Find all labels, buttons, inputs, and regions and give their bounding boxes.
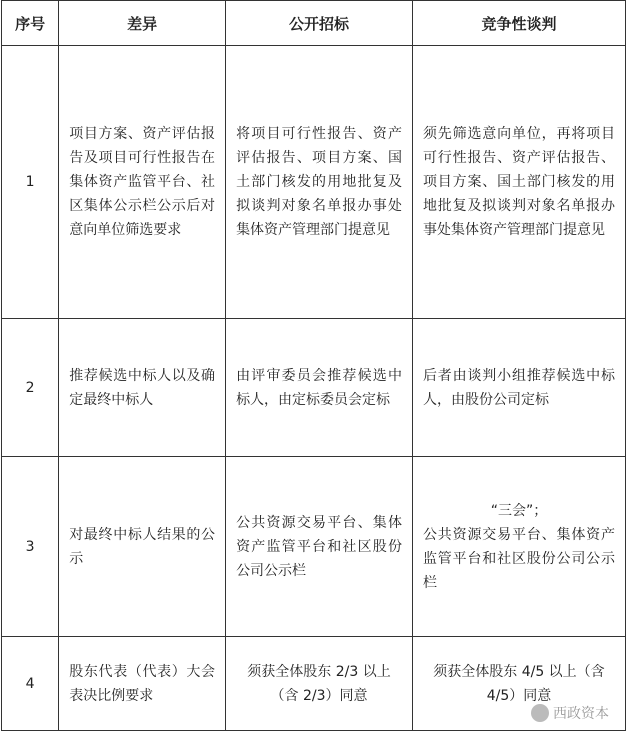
wechat-icon [531,704,549,722]
row-diff: 股东代表（代表）大会表决比例要求 [59,637,226,731]
row-num: 2 [2,319,59,457]
header-row [2,1,626,46]
table-row [2,319,626,457]
table-row [2,46,626,319]
row-num: 1 [2,46,59,319]
watermark-text: 西政资本 [553,706,609,722]
row-negotiation: 公共资源交易平台、集体资产监管平台和社区股份公司公示栏 [422,526,615,591]
comparison-table [1,0,626,731]
row-diff: 对最终中标人结果的公示 [59,457,226,637]
header-public: 公开招标 [226,1,413,46]
row-num: 3 [2,457,59,637]
header-diff: 差异 [59,1,226,46]
row-negotiation-heading: “三会”； [490,502,548,519]
row-public: 将项目可行性报告、资产评估报告、项目方案、国土部门核发的用地批复及拟谈判对象名单报办事处集体资产管理部门提意见 [226,46,413,319]
row-diff: 推荐候选中标人以及确定最终中标人 [59,319,226,457]
row-public: 公共资源交易平台、集体资产监管平台和社区股份公司公示栏 [226,457,413,637]
row-public: 由评审委员会推荐候选中标人，由定标委员会定标 [226,319,413,457]
row-negotiation: 须获全体股东 4/5 以上（含 4/5）同意 [412,637,625,731]
row-negotiation: 须先筛选意向单位，再将项目可行性报告、资产评估报告、项目方案、国土部门核发的用地批复及拟谈判对象名单报办事处集体资产管理部门提意见 [412,46,625,319]
watermark [531,703,609,723]
row-num: 4 [2,637,59,731]
row-negotiation: 后者由谈判小组推荐候选中标人，由股份公司定标 [412,319,625,457]
row-negotiation-cell [412,457,625,637]
header-num: 序号 [2,1,59,46]
row-public: 须获全体股东 2/3 以上（含 2/3）同意 [226,637,413,731]
row-diff: 项目方案、资产评估报告及项目可行性报告在集体资产监管平台、社区集体公示栏公示后对意向单位筛选要求 [59,46,226,319]
table-row [2,457,626,637]
header-negotiation: 竞争性谈判 [412,1,625,46]
